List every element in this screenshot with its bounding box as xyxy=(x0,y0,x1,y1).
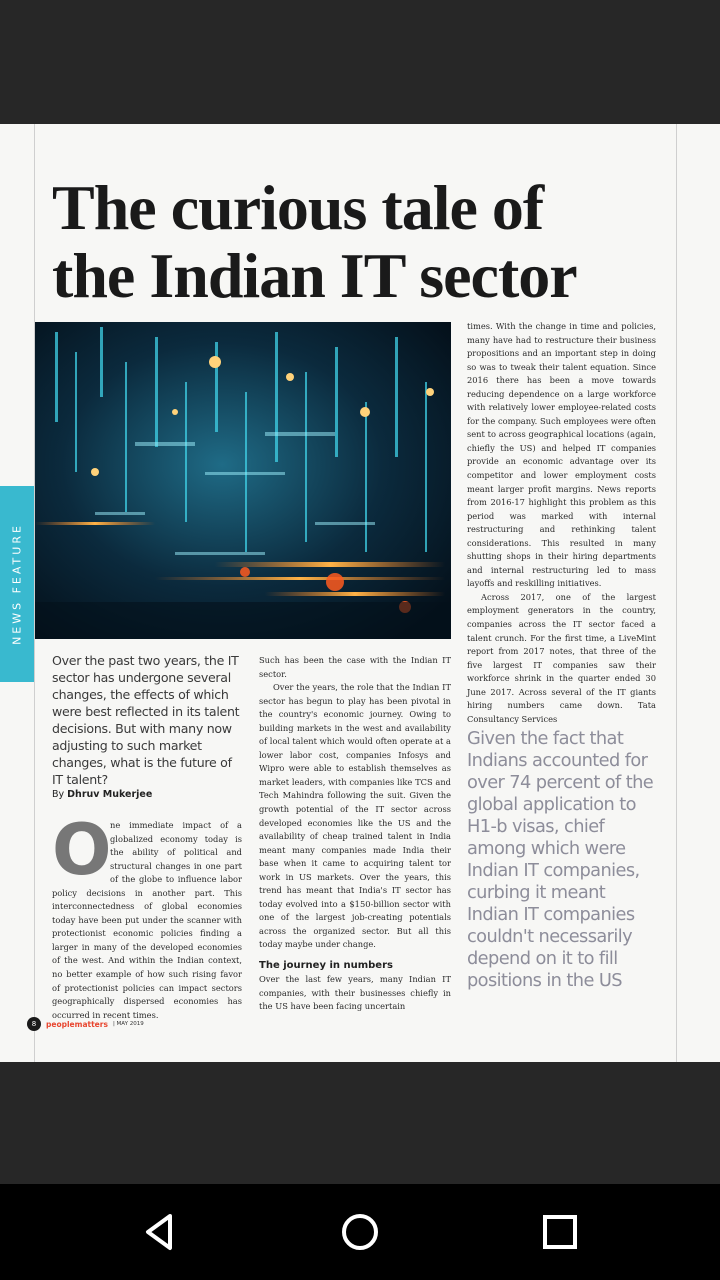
issue-date: | MAY 2019 xyxy=(112,1021,144,1027)
paragraph: Such has been the case with the Indian IT sector. xyxy=(259,655,451,679)
paragraph: Over the years, the role that the Indian IT sector has begun to play has been pivotal in the country's economic journey. Owing to building markets in the west and availability of local talent which would often operate at a lower labor cost, companies Infosys and Wipro were able to establish themselves as market leaders, with companies like TCS and Tech Mahindra following the suit. Given the growth potential of the IT sector across developed economies like the US and the availability of cheap trained talent in India meant many companies made India their base when it came to acquiring talent tor work in US markets. Over the years, this trend has meant that India's IT sector has today evolved into a $150-billion sector with one of the largest job-creating potentials across the organized sector. But all this today maybe under change. xyxy=(259,682,451,950)
home-circle-icon xyxy=(332,1204,388,1260)
recent-square-icon xyxy=(532,1204,588,1260)
digital-circuit-image xyxy=(35,322,451,639)
body-column-1 xyxy=(52,809,242,1022)
body-column-2 xyxy=(259,654,451,1014)
pull-quote: Given the fact that Indians accounted for over 74 percent of the global application to H1-b visas, chief among which were Indian IT companies, curbing it meant Indian IT companies couldn't necessarily depend on it to fill positions in the US xyxy=(467,728,654,991)
page-margin-line-right xyxy=(676,124,677,1062)
paragraph: Across 2017, one of the largest employment generators in the country, companies across the IT sector faced a talent crunch. For the first time, a LiveMint report from 2017 notes, that three of the five largest IT companies saw their workforce shrink in the quarter ended 30 June 2017. Across several of the IT giants hiring numbers came down. Tata Consultancy Services xyxy=(467,591,656,724)
section-subhead: The journey in numbers xyxy=(259,960,393,972)
article-headline xyxy=(52,174,652,310)
home-button[interactable] xyxy=(332,1204,388,1260)
section-tab xyxy=(0,486,34,682)
byline xyxy=(52,789,244,800)
hero-image xyxy=(35,322,451,639)
magazine-page[interactable] xyxy=(0,124,720,1062)
recent-apps-button[interactable] xyxy=(532,1204,588,1260)
back-triangle-icon xyxy=(132,1204,188,1260)
byline-author: Dhruv Mukerjee xyxy=(67,789,153,800)
drop-cap: O xyxy=(52,809,112,891)
headline-line-1: The curious tale of xyxy=(52,172,544,243)
back-button[interactable] xyxy=(132,1204,188,1260)
paragraph: times. With the change in time and policies, many have had to restructure their business propositions and an important step in doing so was to tweak their talent equation. Since 2016 there has been a move towards reducing dependence on a large workforce with relatively lower employee-related costs for the company. Such employees were often sent to across geographical locations (again, chiefly the US) and helped IT companies provide an economic advantage over its competitor and lower employment costs meant larger profit margins. News reports from 2016-17 highlight this problem as this period was marked with internal restructuring and rethinking talent considerations. This resulted in many shutting shops in their hiring departments and internal restructuring led to mass layoffs and reskilling initiatives. xyxy=(467,321,656,589)
article-intro: Over the past two years, the IT sector has undergone several changes, the effects of which were best reflected in its talent decisions. But with many now adjusting to such market changes, what is the future of IT talent? xyxy=(52,653,240,787)
page-number: 8 xyxy=(27,1017,41,1031)
page-footer xyxy=(27,1016,144,1032)
android-nav-bar xyxy=(0,1184,720,1280)
viewer-bottom-bar xyxy=(0,1062,720,1184)
byline-prefix: By xyxy=(52,789,65,800)
brand-logo: peoplematters xyxy=(46,1019,108,1029)
section-tab-label: NEWS FEATURE xyxy=(10,523,24,645)
paragraph: Over the last few years, many Indian IT companies, with their businesses chiefly in the US have been facing uncertain xyxy=(259,974,451,1012)
paragraph: ne immediate impact of a globalized economy today is the ability of political and structural changes in one part of the globe to influence labor policy decisions in another part. This interconnectedness of global economies today have been put under the scanner with protectionist economic policies finding a larger in many of the developed economies of the west. And within the Indian context, no better example of how such rising favor of protectionist policies can impact sectors geographically dispersed economies has occurred in recent times. xyxy=(52,820,242,1020)
viewer-top-bar xyxy=(0,0,720,124)
body-column-3 xyxy=(467,320,656,726)
headline-line-2: the Indian IT sector xyxy=(52,240,577,311)
